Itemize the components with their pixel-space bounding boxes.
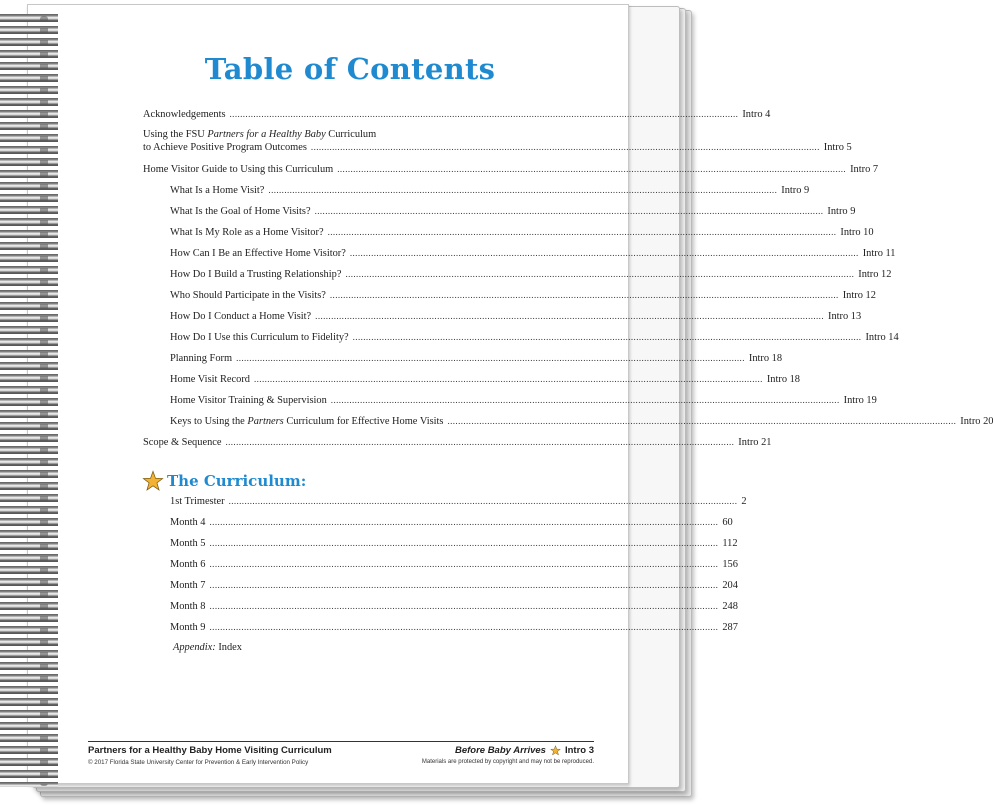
curriculum-page: 112	[722, 538, 738, 549]
toc-page: Intro 20	[960, 416, 993, 427]
curriculum-row[interactable]	[170, 600, 738, 613]
toc-page: Intro 5	[823, 142, 852, 153]
toc-label-line1: Using the FSU Partners for a Healthy Baby Curriculum	[143, 129, 377, 140]
leader-dots: ................................................................................................................................................................................................	[315, 311, 824, 321]
curriculum-label: Month 4	[170, 517, 206, 528]
toc-label: Scope & Sequence	[143, 437, 222, 448]
toc-row[interactable]	[143, 184, 810, 197]
toc-row[interactable]	[143, 331, 899, 344]
toc-label: How Do I Build a Trusting Relationship?	[170, 269, 342, 280]
curriculum-page: 2	[741, 496, 747, 507]
footer-section-name: Before Baby Arrives	[454, 745, 546, 756]
toc-page: Intro 18	[766, 374, 800, 385]
leader-dots: ................................................................................................................................................................................................	[236, 353, 745, 363]
footer-page-number: Intro 3	[564, 745, 594, 756]
toc-page: Intro 14	[865, 332, 899, 343]
toc-label: Home Visit Record	[170, 374, 250, 385]
curriculum-label: Month 6	[170, 559, 206, 570]
leader-dots: ................................................................................................................................................................................................	[209, 517, 719, 527]
toc-row[interactable]	[143, 394, 877, 407]
curriculum-label: Month 9	[170, 622, 206, 633]
curriculum-row[interactable]	[170, 516, 733, 529]
toc-page: Intro 9	[827, 206, 856, 217]
toc-row[interactable]	[143, 310, 862, 323]
curriculum-label: Month 8	[170, 601, 206, 612]
leader-dots: ................................................................................................................................................................................................	[209, 580, 719, 590]
leader-dots: ................................................................................................................................................................................................	[329, 290, 839, 300]
leader-dots: ................................................................................................................................................................................................	[327, 227, 837, 237]
toc-page: Intro 21	[738, 437, 772, 448]
toc-label: How Do I Conduct a Home Visit?	[170, 311, 312, 322]
toc-label: What Is My Role as a Home Visitor?	[170, 227, 324, 238]
curriculum-row[interactable]	[170, 537, 738, 550]
toc-row[interactable]	[143, 247, 896, 260]
toc-row[interactable]	[143, 352, 783, 365]
toc-label: Home Visitor Training & Supervision	[170, 395, 327, 406]
toc-label: How Do I Use this Curriculum to Fidelity?	[170, 332, 349, 343]
toc-row[interactable]	[143, 268, 892, 281]
toc-page: Intro 10	[840, 227, 874, 238]
toc-row[interactable]	[143, 108, 771, 121]
leader-dots: ................................................................................................................................................................................................	[310, 142, 820, 152]
leader-dots: ................................................................................................................................................................................................	[314, 206, 824, 216]
toc-label: Keys to Using the Partners Curriculum for Effective Home Visits	[170, 416, 444, 427]
leader-dots: ................................................................................................................................................................................................	[337, 164, 847, 174]
curriculum-label: 1st Trimester	[170, 496, 225, 507]
toc-row[interactable]	[143, 226, 874, 239]
curriculum-row[interactable]	[170, 495, 747, 508]
toc-page: Intro 19	[843, 395, 877, 406]
toc-label: Home Visitor Guide to Using this Curriculum	[143, 164, 334, 175]
curriculum-label: Month 5	[170, 538, 206, 549]
curriculum-title: The Curriculum:	[167, 472, 307, 490]
toc-label: What Is the Goal of Home Visits?	[170, 206, 311, 217]
leader-dots: ................................................................................................................................................................................................	[330, 395, 840, 405]
leader-dots: ................................................................................................................................................................................................	[225, 437, 735, 447]
footer-copyright-note: Materials are protected by copyright and may not be reproduced.	[421, 759, 594, 765]
toc-label: Acknowledgements	[143, 109, 226, 120]
toc-row[interactable]	[143, 415, 993, 428]
leader-dots: ................................................................................................................................................................................................	[268, 185, 778, 195]
leader-dots: ................................................................................................................................................................................................	[229, 109, 739, 119]
toc-row[interactable]	[143, 205, 856, 218]
toc-page: Intro 12	[858, 269, 892, 280]
toc-label: to Achieve Positive Program Outcomes	[143, 142, 307, 153]
toc-page: Intro 12	[842, 290, 876, 301]
curriculum-page: 287	[722, 622, 738, 633]
curriculum-heading	[142, 470, 306, 492]
leader-dots: ................................................................................................................................................................................................	[209, 538, 719, 548]
toc-row[interactable]	[143, 373, 800, 386]
leader-dots: ................................................................................................................................................................................................	[447, 416, 957, 426]
leader-dots: ................................................................................................................................................................................................	[209, 559, 719, 569]
footer-title: Partners for a Healthy Baby Home Visiting Curriculum	[88, 745, 332, 756]
toc-row[interactable]	[143, 163, 879, 176]
toc-page: Intro 11	[862, 248, 896, 259]
spiral-binding	[0, 12, 58, 787]
curriculum-row[interactable]	[170, 621, 738, 634]
toc-row[interactable]	[143, 289, 876, 302]
toc-label: What Is a Home Visit?	[170, 185, 265, 196]
leader-dots: ................................................................................................................................................................................................	[209, 622, 719, 632]
footer-divider	[88, 741, 594, 742]
toc-row[interactable]	[143, 436, 772, 449]
toc-page: Intro 7	[850, 164, 879, 175]
toc-page: Intro 13	[827, 311, 862, 322]
curriculum-page: 156	[722, 559, 738, 570]
footer-copyright: © 2017 Florida State University Center for Prevention & Early Intervention Policy	[88, 759, 309, 766]
toc-label: How Can I Be an Effective Home Visitor?	[170, 248, 346, 259]
footer-section	[455, 745, 594, 756]
curriculum-page: 60	[722, 517, 733, 528]
appendix-value: Index	[218, 642, 242, 653]
curriculum-page: 204	[722, 580, 738, 591]
toc-row[interactable]	[143, 141, 852, 154]
appendix-label: Appendix:	[173, 642, 216, 653]
star-icon	[550, 745, 561, 756]
star-icon	[142, 470, 164, 492]
curriculum-label: Month 7	[170, 580, 206, 591]
curriculum-page: 248	[722, 601, 738, 612]
toc-page: Intro 18	[748, 353, 783, 364]
toc-label: Who Should Participate in the Visits?	[170, 290, 326, 301]
curriculum-row[interactable]	[170, 579, 738, 592]
toc-row-line1[interactable]	[143, 128, 540, 141]
appendix-entry[interactable]	[173, 642, 242, 653]
page-title: Table of Contents	[204, 52, 496, 86]
leader-dots: ................................................................................................................................................................................................	[345, 269, 855, 279]
leader-dots: ................................................................................................................................................................................................	[349, 248, 859, 258]
binding-holes	[40, 16, 48, 786]
curriculum-row[interactable]	[170, 558, 738, 571]
leader-dots: ................................................................................................................................................................................................	[254, 374, 763, 384]
toc-page: Intro 9	[781, 185, 810, 196]
leader-dots: ................................................................................................................................................................................................	[228, 496, 738, 506]
toc-page: Intro 4	[742, 109, 771, 120]
leader-dots: ................................................................................................................................................................................................	[209, 601, 719, 611]
leader-dots: ................................................................................................................................................................................................	[352, 332, 862, 342]
toc-label: Planning Form	[170, 353, 233, 364]
